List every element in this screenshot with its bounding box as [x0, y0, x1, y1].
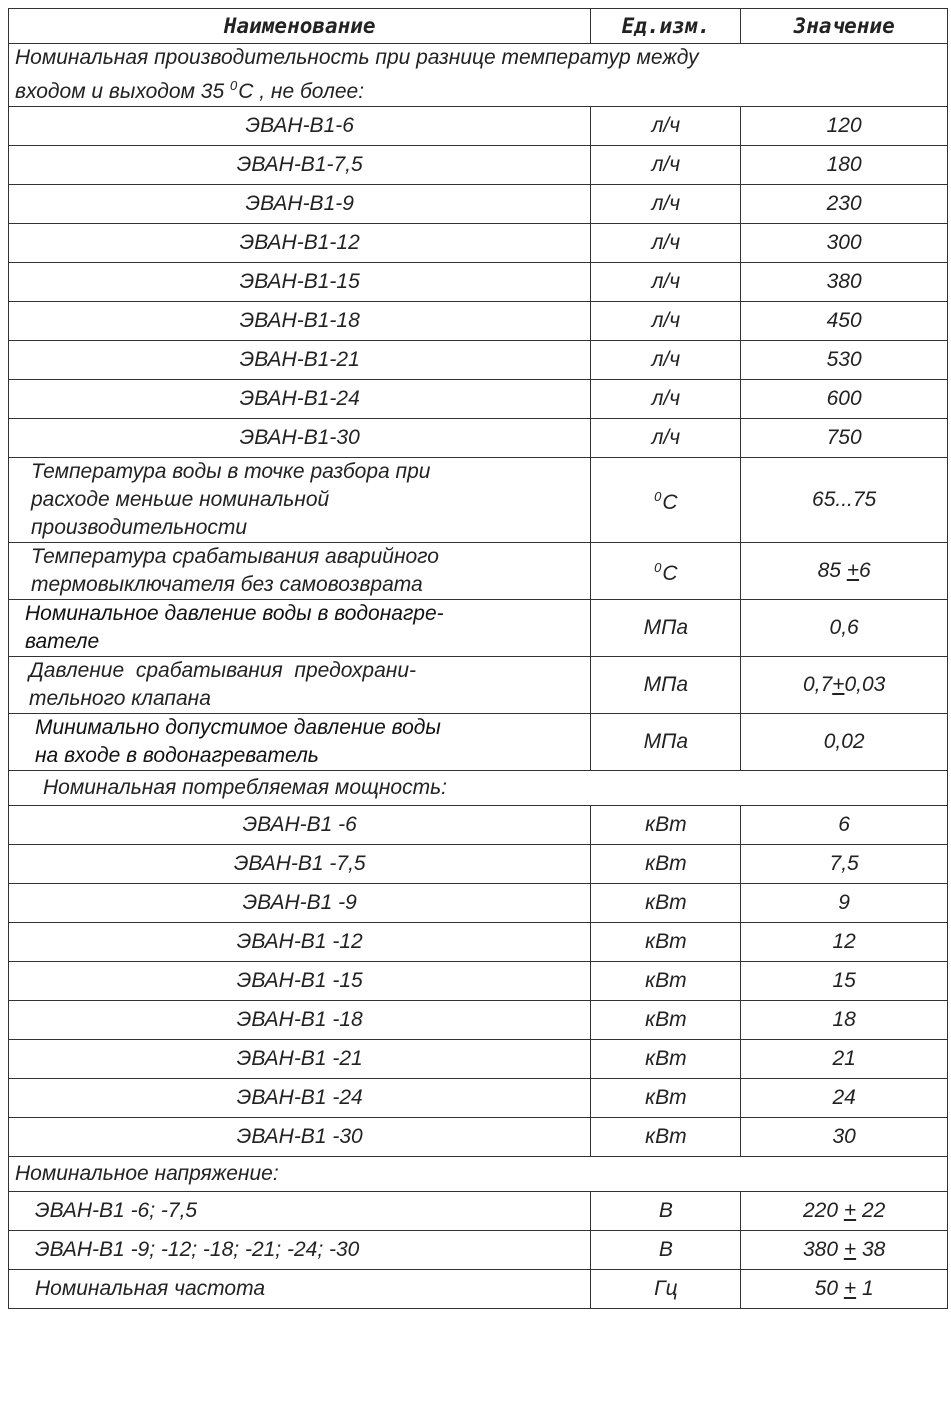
plus-minus-mark: + [846, 559, 860, 582]
min-pressure-value: 0,02 [741, 714, 948, 771]
value-cell: 12 [741, 923, 948, 962]
nominal-pressure-row [9, 600, 948, 657]
cutout-temp-line2: термовыключателя без самовозврата [31, 573, 423, 596]
unit-cell: л/ч [591, 263, 741, 302]
model-cell: ЭВАН-В1-30 [9, 419, 591, 458]
unit-cell: кВт [591, 923, 741, 962]
model-cell: ЭВАН-В1 -9; -12; -18; -21; -24; -30 [9, 1231, 591, 1270]
nominal-pressure-unit: МПа [591, 600, 741, 657]
power-section-title: Номинальная потребляемая мощность: [9, 771, 948, 806]
plus-minus-mark: + [843, 1277, 857, 1300]
model-cell: ЭВАН-В1 -18 [9, 1001, 591, 1040]
unit-cell: л/ч [591, 341, 741, 380]
water-temp-unit [591, 458, 741, 543]
relief-pressure-unit: МПа [591, 657, 741, 714]
value-cell: 15 [741, 962, 948, 1001]
table-row [9, 185, 948, 224]
value-cell: 21 [741, 1040, 948, 1079]
relief-pressure-value [741, 657, 948, 714]
table-row [9, 263, 948, 302]
table-row [9, 1040, 948, 1079]
frequency-value [741, 1270, 948, 1309]
degree-mark: 0 [654, 489, 662, 504]
water-temp-line2: расходе меньше номинальной [31, 488, 330, 511]
plus-minus-mark: + [832, 673, 845, 696]
table-row [9, 1001, 948, 1040]
header-row [9, 9, 948, 44]
unit-cell: кВт [591, 1001, 741, 1040]
unit-cell: кВт [591, 1040, 741, 1079]
capacity-title-line2-post: С , не более: [238, 80, 365, 103]
plus-minus-mark: + [843, 1199, 857, 1222]
header-unit: Ед.изм. [591, 9, 741, 44]
table-row [9, 146, 948, 185]
model-cell: ЭВАН-В1 -12 [9, 923, 591, 962]
water-temp-line1: Температура воды в точке разбора при [31, 460, 431, 483]
value-base: 85 [817, 559, 847, 582]
table-row [9, 962, 948, 1001]
unit-cell: л/ч [591, 302, 741, 341]
model-cell: ЭВАН-В1 -21 [9, 1040, 591, 1079]
value-tolerance: 0,03 [844, 673, 886, 696]
model-cell: ЭВАН-В1 -15 [9, 962, 591, 1001]
value-cell: 450 [741, 302, 948, 341]
model-cell: ЭВАН-В1 -24 [9, 1079, 591, 1118]
unit-cell: л/ч [591, 107, 741, 146]
model-cell: ЭВАН-В1 -6; -7,5 [9, 1192, 591, 1231]
nominal-pressure-label [9, 600, 591, 657]
min-pressure-unit: МПа [591, 714, 741, 771]
relief-pressure-row [9, 657, 948, 714]
value-cell: 120 [741, 107, 948, 146]
table-row [9, 107, 948, 146]
water-temp-row [9, 458, 948, 543]
value-tolerance: 1 [856, 1277, 874, 1300]
table-row [9, 224, 948, 263]
model-cell: ЭВАН-В1-9 [9, 185, 591, 224]
value-cell: 300 [741, 224, 948, 263]
model-cell: ЭВАН-В1-21 [9, 341, 591, 380]
unit-cell: л/ч [591, 146, 741, 185]
model-cell: ЭВАН-В1 -9 [9, 884, 591, 923]
table-row [9, 302, 948, 341]
cutout-temp-unit [591, 543, 741, 600]
unit-cell: л/ч [591, 185, 741, 224]
capacity-title-line1: Номинальная производительность при разнице температур между [15, 46, 699, 69]
value-base: 0,7 [802, 673, 833, 696]
cutout-temp-value [741, 543, 948, 600]
unit-cell: кВт [591, 1118, 741, 1157]
value-cell: 600 [741, 380, 948, 419]
value-cell [741, 1192, 948, 1231]
cutout-temp-line1: Температура срабатывания аварийного [31, 545, 439, 568]
unit-cell: кВт [591, 1079, 741, 1118]
relief-pressure-line2: тельного клапана [29, 687, 211, 710]
unit-cell: кВт [591, 884, 741, 923]
unit-cell: В [591, 1231, 741, 1270]
model-cell: ЭВАН-В1-24 [9, 380, 591, 419]
model-cell: ЭВАН-В1 -7,5 [9, 845, 591, 884]
cutout-temp-label [9, 543, 591, 600]
table-row [9, 806, 948, 845]
unit-cell: л/ч [591, 380, 741, 419]
model-cell: ЭВАН-В1 -30 [9, 1118, 591, 1157]
value-base: 220 [802, 1199, 844, 1222]
header-value: Значение [741, 9, 948, 44]
model-cell: ЭВАН-В1-7,5 [9, 146, 591, 185]
water-temp-line3: производительности [31, 516, 248, 539]
value-cell: 24 [741, 1079, 948, 1118]
frequency-label: Номинальная частота [9, 1270, 591, 1309]
value-cell: 9 [741, 884, 948, 923]
capacity-section-title [9, 44, 948, 107]
spec-table [8, 8, 948, 1309]
model-cell: ЭВАН-В1-15 [9, 263, 591, 302]
min-pressure-label [9, 714, 591, 771]
cutout-temp-row [9, 543, 948, 600]
unit-cell: В [591, 1192, 741, 1231]
plus-minus-mark: + [843, 1238, 857, 1261]
capacity-title-line2-pre: входом и выходом 35 [15, 80, 231, 103]
relief-pressure-label [9, 657, 591, 714]
min-pressure-line2: на входе в водонагреватель [35, 744, 319, 767]
unit-cell: кВт [591, 962, 741, 1001]
nominal-pressure-line1: Номинальное давление воды в водонагре- [25, 602, 444, 625]
table-row [9, 380, 948, 419]
relief-pressure-line1: Давление срабатывания предохрани- [29, 659, 417, 682]
degree-mark: 0 [654, 560, 662, 575]
value-tolerance: 6 [859, 559, 871, 582]
unit-cell: кВт [591, 806, 741, 845]
value-cell: 180 [741, 146, 948, 185]
unit-cell: л/ч [591, 419, 741, 458]
min-pressure-row [9, 714, 948, 771]
voltage-section-title: Номинальное напряжение: [9, 1157, 948, 1192]
value-cell: 30 [741, 1118, 948, 1157]
min-pressure-line1: Минимально допустимое давление воды [35, 716, 441, 739]
unit-cell: л/ч [591, 224, 741, 263]
nominal-pressure-value: 0,6 [741, 600, 948, 657]
unit-cell: кВт [591, 845, 741, 884]
unit-letter: С [662, 491, 678, 514]
table-row [9, 845, 948, 884]
unit-letter: С [662, 562, 678, 585]
table-row [9, 884, 948, 923]
value-cell [741, 1231, 948, 1270]
value-cell: 380 [741, 263, 948, 302]
value-cell: 230 [741, 185, 948, 224]
value-cell: 7,5 [741, 845, 948, 884]
table-row [9, 419, 948, 458]
table-row [9, 923, 948, 962]
model-cell: ЭВАН-В1-6 [9, 107, 591, 146]
frequency-row [9, 1270, 948, 1309]
value-tolerance: 22 [856, 1199, 886, 1222]
voltage-section-row [9, 1157, 948, 1192]
power-section-row [9, 771, 948, 806]
value-cell: 530 [741, 341, 948, 380]
table-row [9, 1118, 948, 1157]
value-cell: 18 [741, 1001, 948, 1040]
value-cell: 6 [741, 806, 948, 845]
header-name: Наименование [9, 9, 591, 44]
value-base: 380 [802, 1238, 844, 1261]
table-row [9, 1192, 948, 1231]
capacity-section-row [9, 44, 948, 107]
value-cell: 750 [741, 419, 948, 458]
water-temp-value: 65...75 [741, 458, 948, 543]
table-row [9, 1079, 948, 1118]
nominal-pressure-line2: вателе [25, 630, 100, 653]
water-temp-label [9, 458, 591, 543]
degree-mark: 0 [230, 78, 238, 93]
model-cell: ЭВАН-В1-18 [9, 302, 591, 341]
model-cell: ЭВАН-В1 -6 [9, 806, 591, 845]
table-row [9, 341, 948, 380]
table-row [9, 1231, 948, 1270]
frequency-unit: Гц [591, 1270, 741, 1309]
value-base: 50 [814, 1277, 844, 1300]
model-cell: ЭВАН-В1-12 [9, 224, 591, 263]
value-tolerance: 38 [856, 1238, 886, 1261]
